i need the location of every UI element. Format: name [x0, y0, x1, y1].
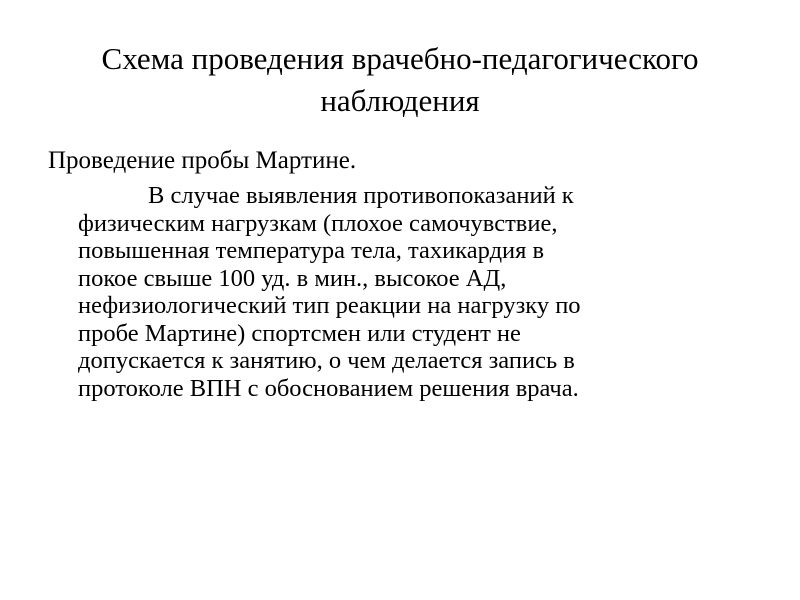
lead-text: Проведение пробы Мартине.: [48, 147, 357, 174]
paragraph-line: протоколе ВПН с обоснованием решения врача.: [78, 374, 579, 402]
title-line: наблюдения: [320, 83, 480, 118]
paragraph-line: покое свыше 100 уд. в мин., высокое АД,: [78, 264, 507, 292]
title-line: Схема проведения врачебно-педагогического: [101, 41, 699, 76]
paragraph-line: физическим нагрузкам (плохое самочувствие,: [78, 209, 558, 237]
slide-body: [48, 146, 748, 402]
slide-title: [40, 38, 760, 122]
paragraph-line: нефизиологический тип реакции на нагрузку по: [78, 292, 581, 319]
body-paragraph: [78, 182, 738, 402]
paragraph-line: допускается к занятию, о чем делается запись в: [78, 347, 575, 374]
paragraph-line: повышенная температура тела, тахикардия в: [78, 237, 545, 264]
paragraph-line: пробе Мартине) спортсмен или студент не: [78, 319, 521, 347]
paragraph-line: В случае выявления противопоказаний к: [148, 182, 574, 209]
